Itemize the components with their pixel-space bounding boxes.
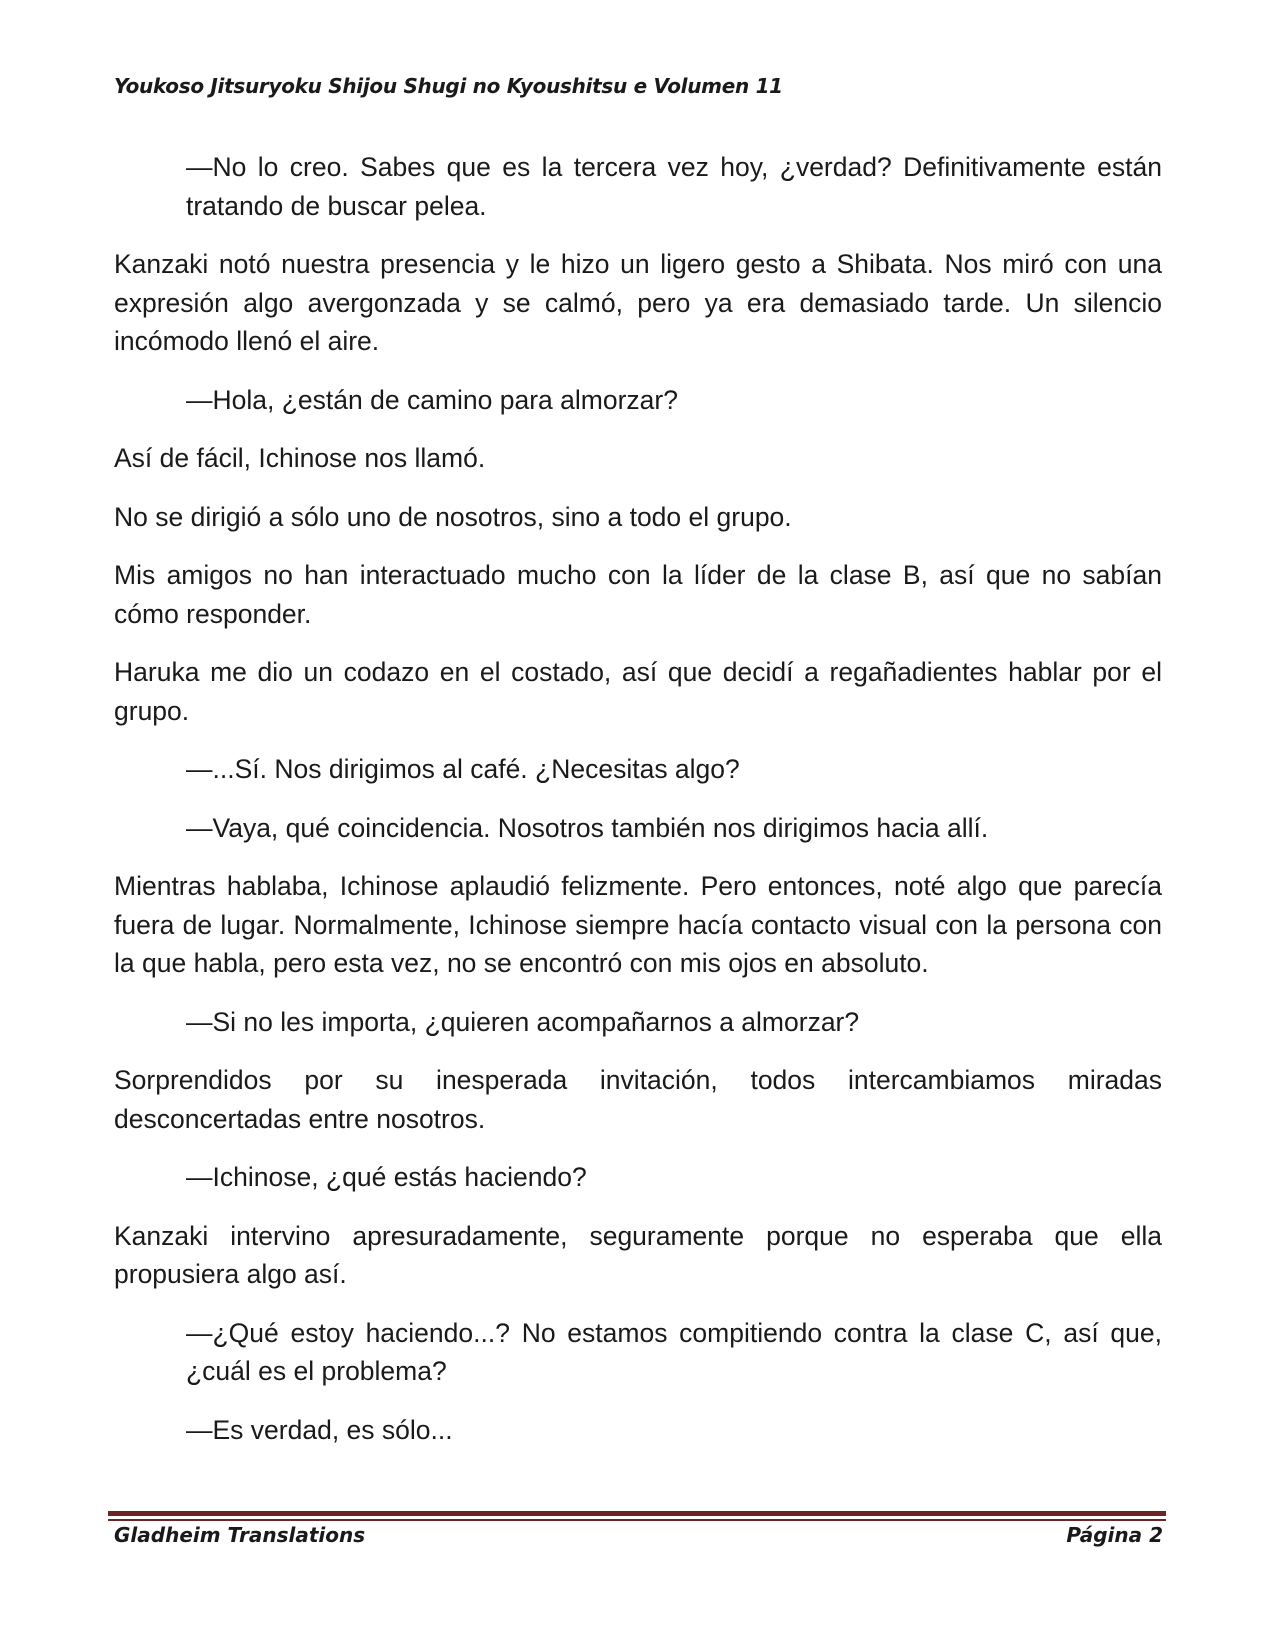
paragraph-narration: Haruka me dio un codazo en el costado, así que decidí a regañadientes hablar por el grupo. <box>114 657 1162 726</box>
paragraph-narration: Kanzaki intervino apresuradamente, seguramente porque no esperaba que ella propusiera algo así. <box>114 1220 1162 1289</box>
paragraph-narration: Kanzaki notó nuestra presencia y le hizo un ligero gesto a Shibata. Nos miró con una expresión algo avergonzada y se calmó, pero ya era demasiado tarde. Un silencio incómodo llenó el aire. <box>114 249 1162 356</box>
paragraph-dialog: —Ichinose, ¿qué estás haciendo? <box>186 1162 587 1192</box>
paragraph-narration: Mis amigos no han interactuado mucho con la líder de la clase B, así que no sabían cómo responder. <box>114 560 1162 629</box>
paragraph-narration: Así de fácil, Ichinose nos llamó. <box>114 443 486 473</box>
paragraph-dialog: —Es verdad, es sólo... <box>186 1414 453 1445</box>
page-header-title: Youkoso Jitsuryoku Shijou Shugi no Kyoushitsu e Volumen 11 <box>114 74 783 98</box>
document-body <box>114 148 1162 1469</box>
paragraph-dialog: —...Sí. Nos dirigimos al café. ¿Necesitas algo? <box>186 754 740 784</box>
paragraph-dialog: —Si no les importa, ¿quieren acompañarnos a almorzar? <box>186 1006 860 1037</box>
paragraph-narration: Sorprendidos por su inesperada invitación, todos intercambiamos miradas desconcertadas entre nosotros. <box>114 1065 1162 1134</box>
footer-divider-thin <box>108 1519 1166 1521</box>
paragraph-dialog: —Vaya, qué coincidencia. Nosotros también nos dirigimos hacia allí. <box>186 812 989 843</box>
paragraph-narration: Mientras hablaba, Ichinose aplaudió felizmente. Pero entonces, noté algo que parecía fuera de lugar. Normalmente, Ichinose siempre hacía contacto visual con la persona con la que habla, pero esta vez, no se encontró con mis ojos en absoluto. <box>114 871 1162 978</box>
paragraph-dialog: —Hola, ¿están de camino para almorzar? <box>186 384 678 415</box>
paragraph-narration: No se dirigió a sólo uno de nosotros, sino a todo el grupo. <box>114 501 792 532</box>
paragraph-dialog: —No lo creo. Sabes que es la tercera vez hoy, ¿verdad? Definitivamente están tratando de buscar pelea. <box>186 152 1162 221</box>
footer-divider <box>108 1511 1166 1516</box>
paragraph-dialog: —¿Qué estoy haciendo...? No estamos compitiendo contra la clase C, así que, ¿cuál es el problema? <box>186 1317 1162 1386</box>
page-number: Página 2 <box>1066 1523 1163 1547</box>
footer-credit: Gladheim Translations <box>114 1523 366 1547</box>
